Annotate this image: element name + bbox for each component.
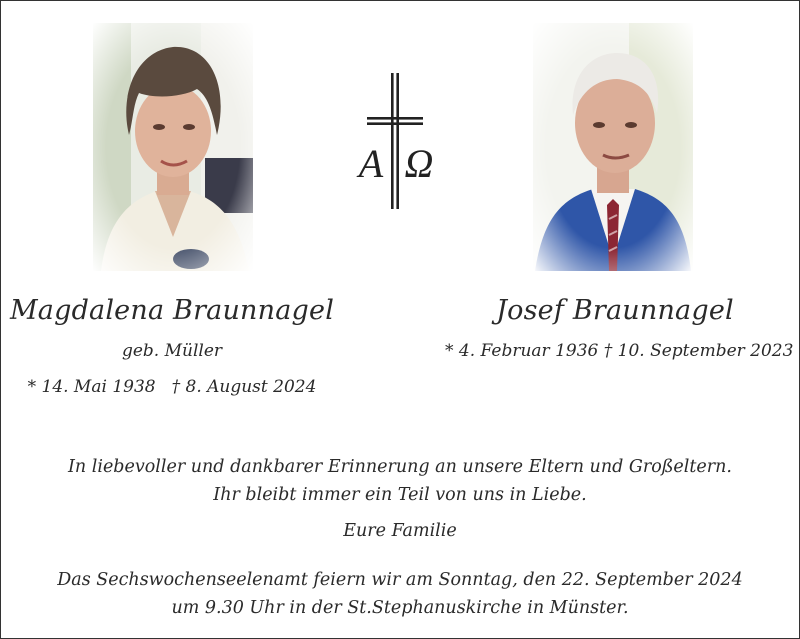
alpha-letter: A <box>358 141 384 186</box>
service-line-2: um 9.30 Uhr in der St.Stephanuskirche in Münster. <box>171 598 629 618</box>
maiden-name-left: geb. Müller <box>121 341 223 361</box>
person-name-left: Magdalena Braunnagel <box>9 295 335 326</box>
life-dates-right: * 4. Februar 1936 † 10. September 2023 <box>445 341 794 361</box>
portrait-photo-left <box>93 23 253 271</box>
life-dates-left <box>1 377 343 397</box>
memorial-line-1: In liebevoller und dankbarer Erinnerung an unsere Eltern und Großeltern. <box>68 457 732 477</box>
memorial-line-2: Ihr bleibt immer ein Teil von uns in Liebe. <box>213 485 587 505</box>
cross-alpha-omega-icon <box>353 73 437 209</box>
omega-letter: Ω <box>404 141 434 186</box>
birth-date-left: * 14. Mai 1938 <box>27 377 156 397</box>
death-date-left: † 8. August 2024 <box>171 377 317 397</box>
person-name-right: Josef Braunnagel <box>496 295 734 326</box>
portrait-photo-right <box>533 23 693 271</box>
service-line-1: Das Sechswochenseelenamt feiern wir am Sonntag, den 22. September 2024 <box>57 570 743 590</box>
family-signature: Eure Familie <box>343 521 457 541</box>
